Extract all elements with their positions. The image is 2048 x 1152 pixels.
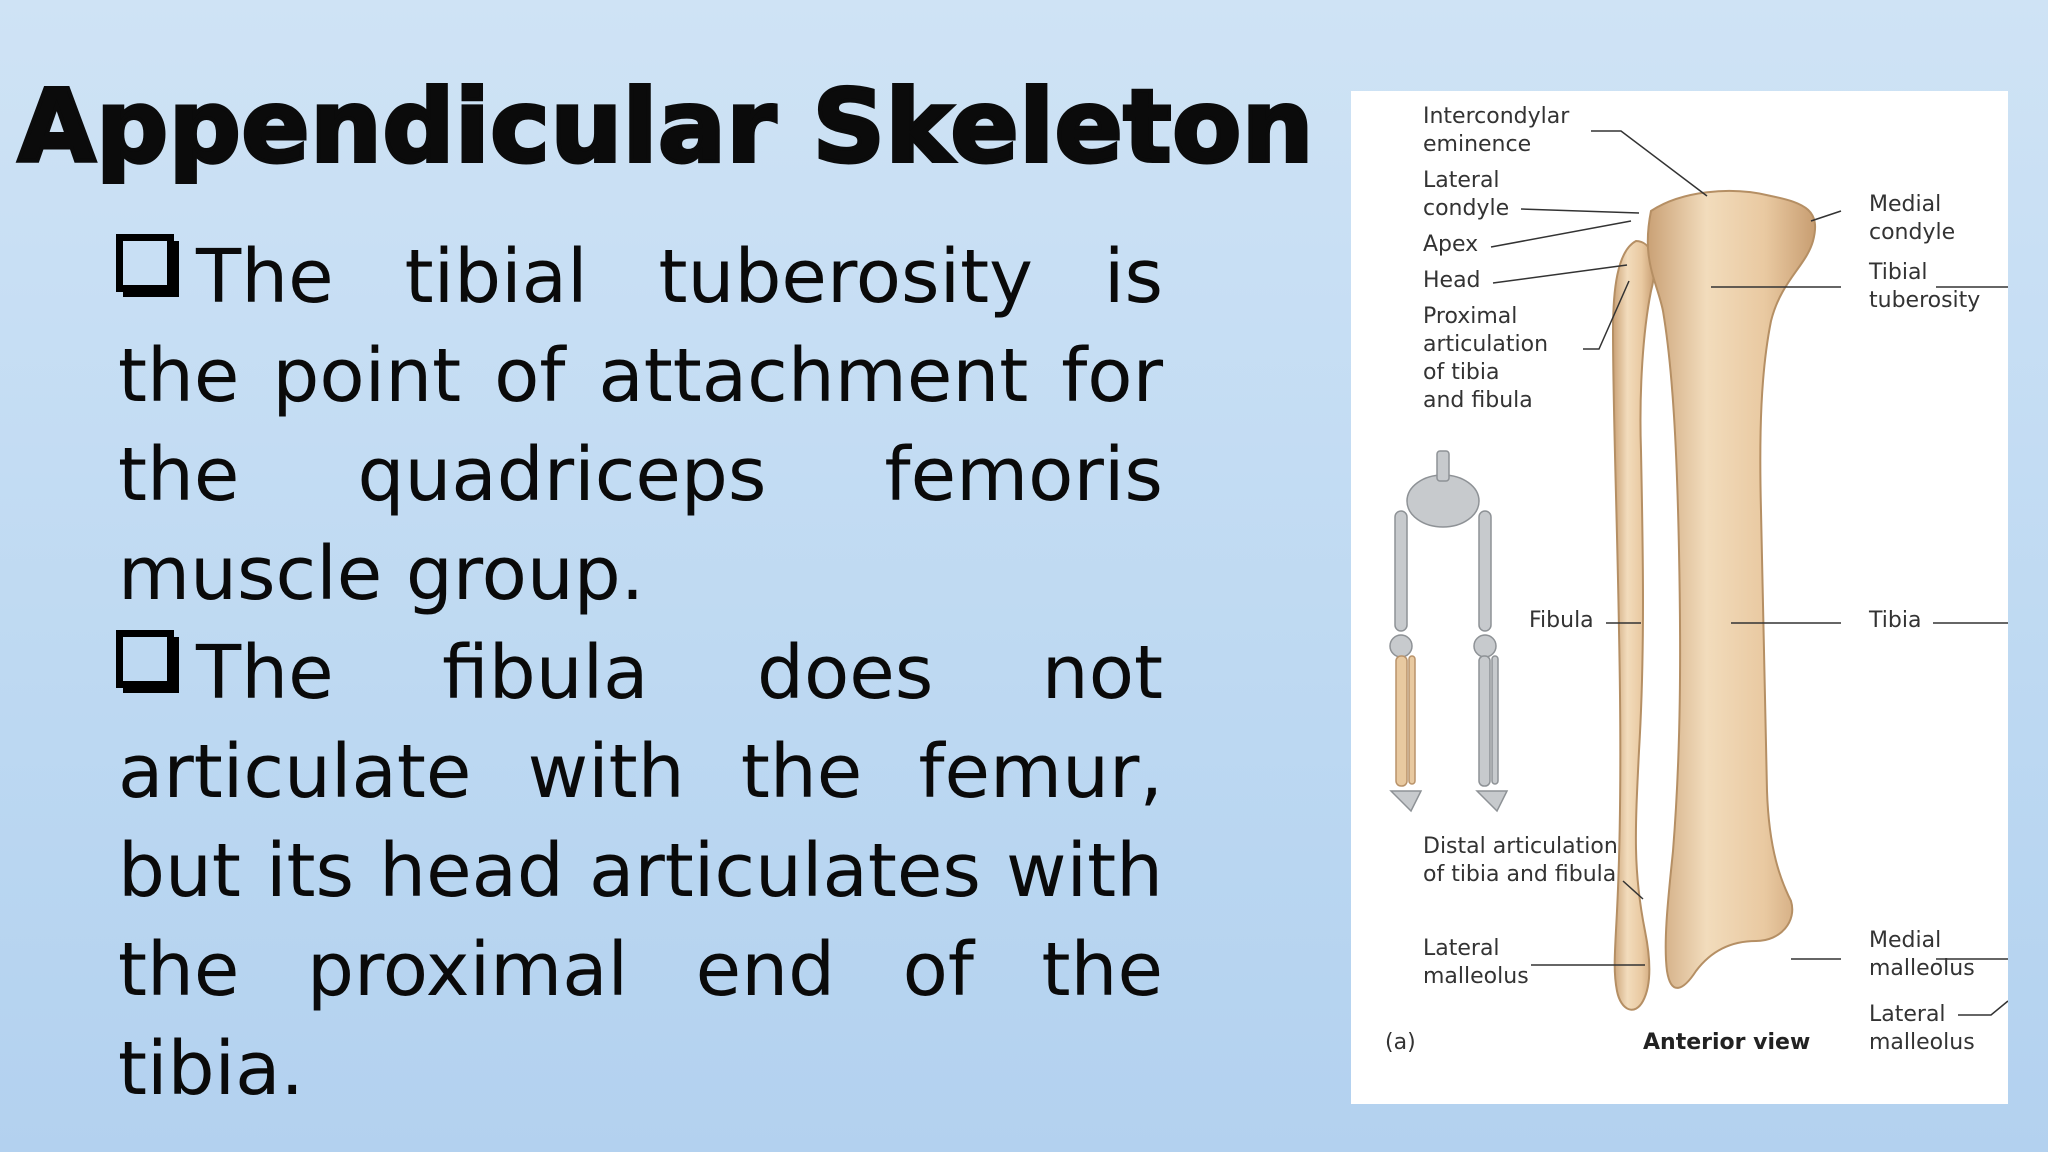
label-tibia: Tibia	[1869, 608, 1922, 633]
label-fibula: Fibula	[1529, 608, 1594, 633]
label-medial-condyle: Medial condyle	[1869, 192, 1956, 245]
bullet-item	[118, 228, 1163, 624]
mini-skeleton-icon	[1390, 451, 1507, 811]
bullet-text: The fibula does not articulate with the femur, but its head articulates with the proximal end of the tibia.	[118, 630, 1163, 1112]
label-proximal-articulation: Proximal articulation of tibia and fibula	[1423, 304, 1549, 413]
label-lateral-malleolus-left: Lateral malleolus	[1423, 936, 1529, 989]
bullet-item	[118, 624, 1163, 1119]
bullet-list	[118, 228, 1163, 1119]
label-head: Head	[1423, 268, 1481, 293]
fibula-bone	[1613, 241, 1654, 1010]
label-lateral-condyle: Lateral condyle	[1423, 168, 1510, 221]
label-tibial-tuberosity: Tibial tuberosity	[1869, 260, 1981, 313]
label-distal-articulation: Distal articulation of tibia and fibula	[1423, 834, 1618, 887]
label-medial-malleolus: Medial malleolus	[1869, 928, 1975, 981]
label-apex: Apex	[1423, 232, 1479, 257]
checkbox-bullet-icon	[116, 234, 174, 292]
label-panel: (a)	[1385, 1030, 1416, 1055]
label-view: Anterior view	[1643, 1030, 1811, 1055]
tibia-fibula-figure	[1351, 91, 2008, 1104]
checkbox-bullet-icon	[116, 630, 174, 688]
bullet-text: The tibial tuberosity is the point of attachment for the quadriceps femoris muscle group.	[118, 234, 1163, 617]
tibia-bone	[1648, 191, 1815, 988]
label-intercondylar-eminence: Intercondylar eminence	[1423, 104, 1570, 157]
label-lateral-malleolus-right: Lateral malleolus	[1869, 1002, 1975, 1055]
slide-title: Appendicular Skeleton	[18, 68, 1315, 185]
